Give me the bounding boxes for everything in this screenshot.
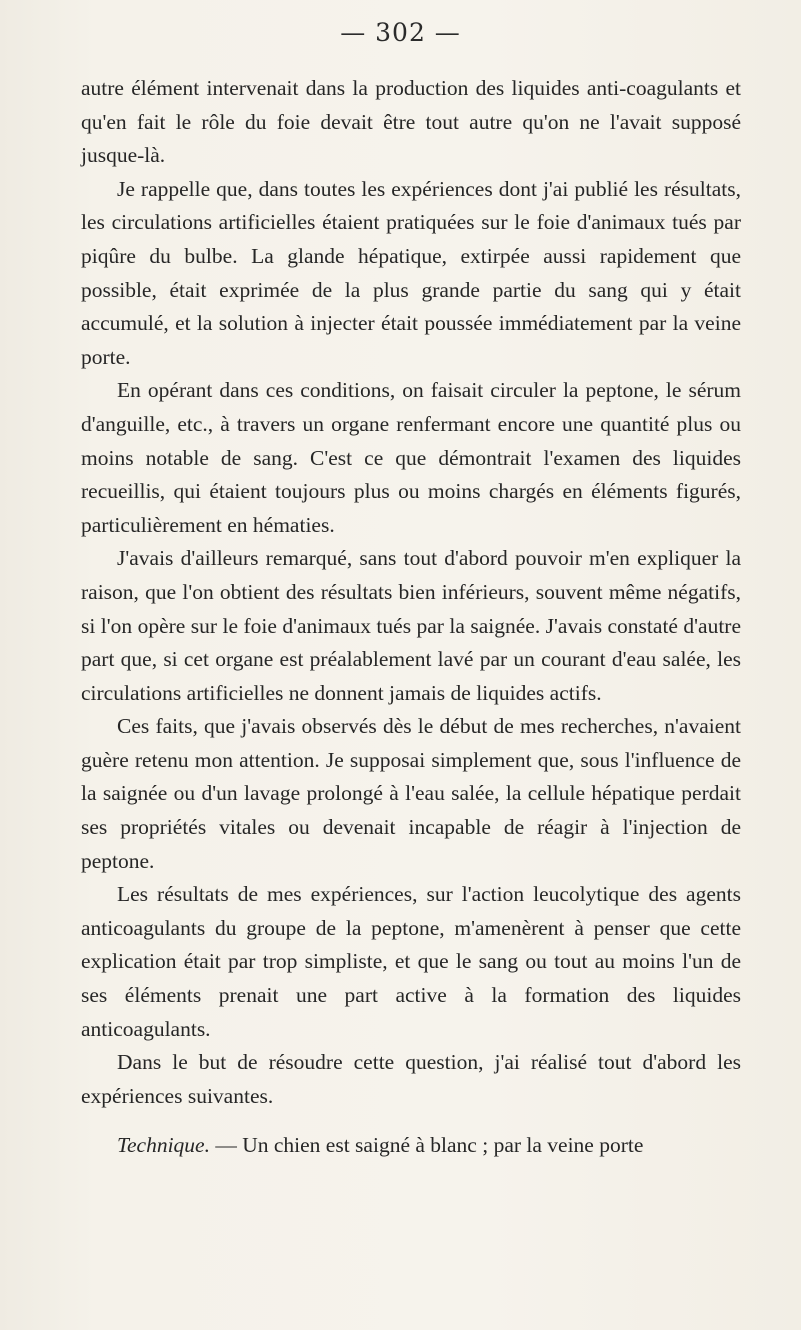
paragraph-5: Ces faits, que j'avais observés dès le début de mes recherches, n'avaient guère retenu mon attention. Je supposai simplement que, sous l'influence de la saignée ou d'un lavage prolongé à l'eau salée, la cellule hépatique perdait ses propriétés vitales ou devenait incapable de réagir à l'injection de peptone. [81, 714, 741, 873]
technique-label: Technique. [117, 1133, 210, 1158]
paragraph-4: J'avais d'ailleurs remarqué, sans tout d'abord pouvoir m'en expliquer la raison, que l'on obtient des résultats bien inférieurs, souvent même négatifs, si l'on opère sur le foie d'animaux tués par la saignée. J'avais constaté d'autre part que, si cet organe est préalablement lavé par un courant d'eau salée, les circulations artificielles ne donnent jamais de liquides actifs. [81, 546, 741, 705]
body-text [81, 72, 741, 1163]
paragraph-7: Dans le but de résoudre cette question, j'ai réalisé tout d'abord les expériences suivantes. [81, 1050, 741, 1108]
paragraph-technique [81, 1129, 741, 1163]
paragraph-6: Les résultats de mes expériences, sur l'action leucolytique des agents anticoagulants du groupe de la peptone, m'amenèrent à penser que cette explication était par trop simpliste, et que le sang ou tout au moins l'un de ses éléments prenait une part active à la formation des liquides anticoagulants. [81, 882, 741, 1041]
paragraph-3: En opérant dans ces conditions, on faisait circuler la peptone, le sérum d'anguille, etc., à travers un organe renfermant encore une quantité plus ou moins notable de sang. C'est ce que démontrait l'examen des liquides recueillis, qui étaient toujours plus ou moins chargés en éléments figurés, particulièrement en hématies. [81, 378, 741, 537]
paragraph-1: autre élément intervenait dans la production des liquides anti-coagulants et qu'en fait le rôle du foie devait être tout autre qu'on ne l'avait supposé jusque-là. [81, 76, 741, 168]
technique-text: — Un chien est saigné à blanc ; par la veine porte [209, 1133, 644, 1158]
paragraph-2: Je rappelle que, dans toutes les expériences dont j'ai publié les résultats, les circulations artificielles étaient pratiquées sur le foie d'animaux tués par piqûre du bulbe. La glande hépatique, extirpée aussi rapidement que possible, était exprimée de la plus grande partie du sang qui y était accumulé, et la solution à injecter était poussée immédiatement par la veine porte. [81, 176, 741, 369]
page-number: — 302 — [340, 18, 461, 47]
